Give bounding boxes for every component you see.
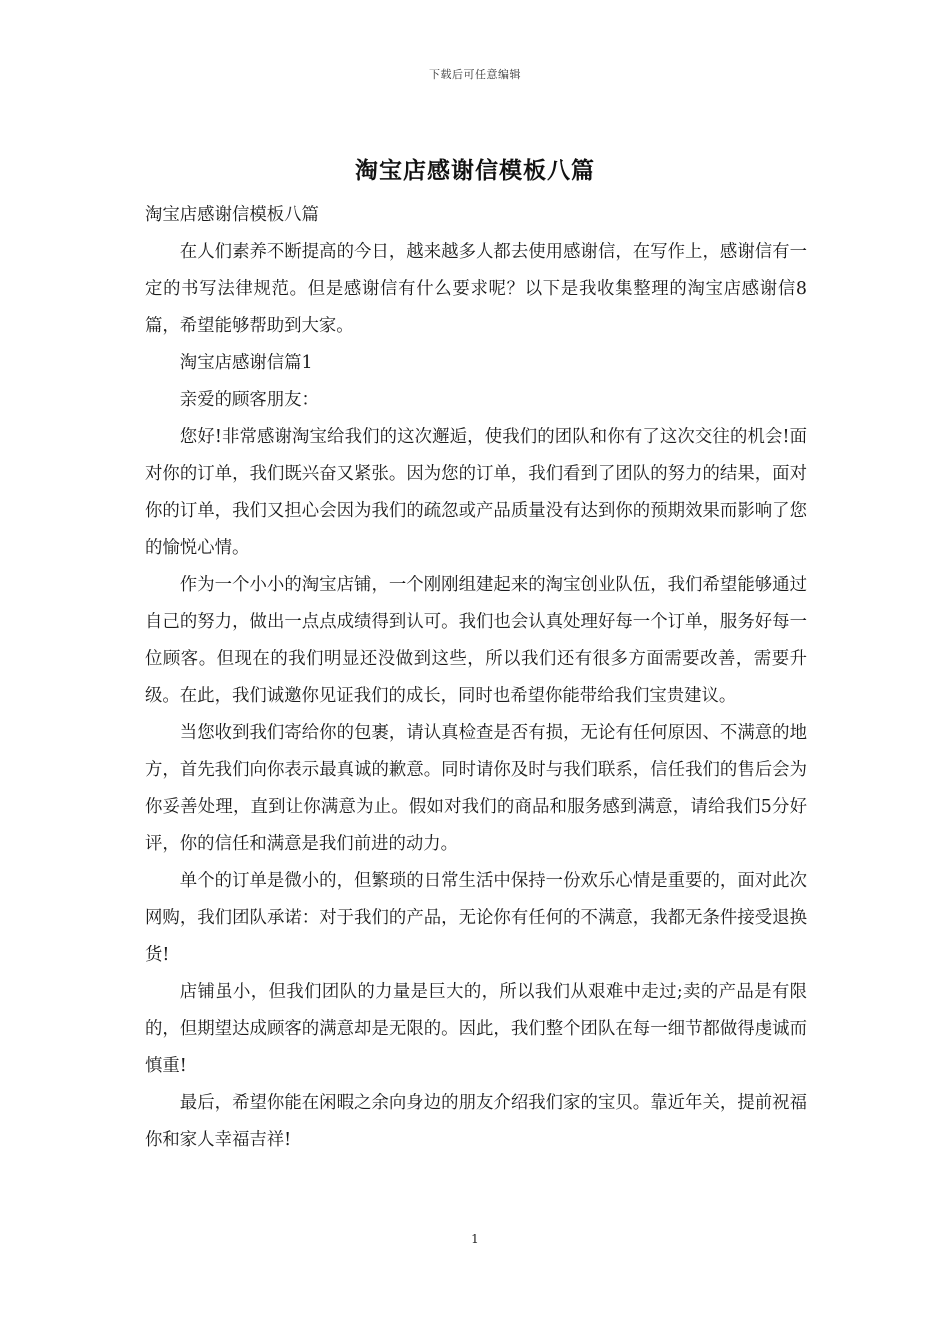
closing-paragraph: 最后，希望你能在闲暇之余向身边的朋友介绍我们家的宝贝。靠近年关，提前祝福你和家人幸福吉祥! bbox=[145, 1093, 807, 1150]
document-body bbox=[145, 197, 807, 1159]
subtitle-paragraph: 淘宝店感谢信模板八篇 bbox=[145, 205, 319, 225]
document-title: 淘宝店感谢信模板八篇 bbox=[355, 157, 595, 184]
body-paragraph: 您好!非常感谢淘宝给我们的这次邂逅，使我们的团队和你有了这次交往的机会!面对你的订单，我们既兴奋又紧张。因为您的订单，我们看到了团队的努力的结果，面对你的订单，我们又担心会因为我们的疏忽或产品质量没有达到你的预期效果而影响了您的愉悦心情。 bbox=[145, 427, 807, 558]
body-paragraph: 单个的订单是微小的，但繁琐的日常生活中保持一份欢乐心情是重要的，面对此次网购，我们团队承诺：对于我们的产品，无论你有任何的不满意，我都无条件接受退换货! bbox=[145, 871, 807, 965]
body-paragraph: 当您收到我们寄给你的包裹，请认真检查是否有损，无论有任何原因、不满意的地方，首先我们向你表示最真诚的歉意。同时请你及时与我们联系，信任我们的售后会为你妥善处理，直到让你满意为止。假如对我们的商品和服务感到满意，请给我们5分好评，你的信任和满意是我们前进的动力。 bbox=[145, 723, 807, 854]
body-paragraph: 作为一个小小的淘宝店铺，一个刚刚组建起来的淘宝创业队伍，我们希望能够通过自己的努力，做出一点点成绩得到认可。我们也会认真处理好每一个订单，服务好每一位顾客。但现在的我们明显还没做到这些，所以我们还有很多方面需要改善，需要升级。在此，我们诚邀你见证我们的成长，同时也希望你能带给我们宝贵建议。 bbox=[145, 575, 807, 706]
header-note: 下载后可任意编辑 bbox=[429, 68, 521, 81]
intro-paragraph: 在人们素养不断提高的今日，越来越多人都去使用感谢信，在写作上，感谢信有一定的书写法律规范。但是感谢信有什么要求呢？以下是我收集整理的淘宝店感谢信8篇，希望能够帮助到大家。 bbox=[145, 242, 807, 336]
body-paragraph: 店铺虽小，但我们团队的力量是巨大的，所以我们从艰难中走过;卖的产品是有限的，但期望达成顾客的满意却是无限的。因此，我们整个团队在每一细节都做得虔诚而慎重! bbox=[145, 982, 807, 1076]
section-heading: 淘宝店感谢信篇1 bbox=[179, 353, 313, 373]
page-number: 1 bbox=[471, 1232, 479, 1246]
salutation: 亲爱的顾客朋友： bbox=[179, 390, 319, 410]
